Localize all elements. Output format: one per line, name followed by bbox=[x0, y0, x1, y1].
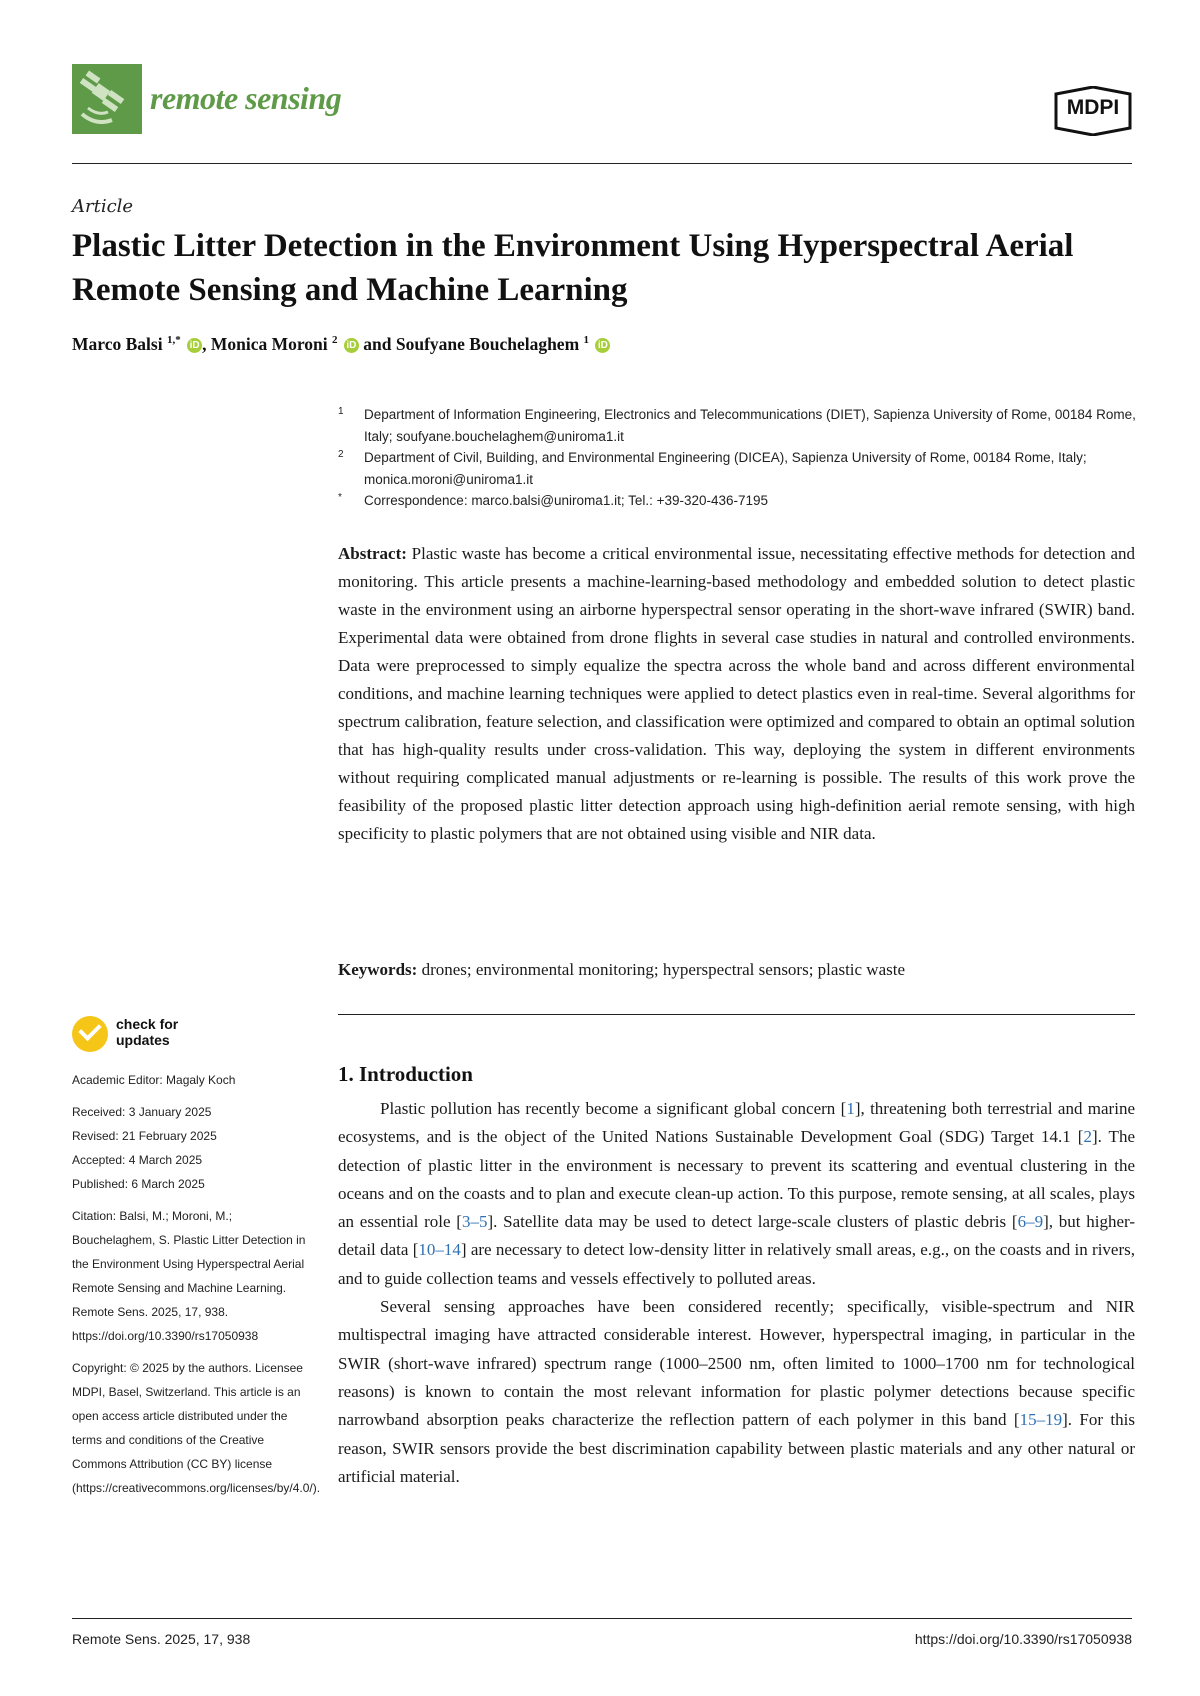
affiliation-mark: * bbox=[338, 492, 342, 503]
body-text-segment: ]. Satellite data may be used to detect large-scale clusters of plastic debris [ bbox=[487, 1212, 1018, 1232]
affiliation-item bbox=[338, 490, 1138, 512]
citation-reference-link[interactable]: 6–9 bbox=[1017, 1212, 1044, 1232]
footer-citation: Remote Sens. 2025, 17, 938 bbox=[72, 1631, 251, 1647]
footer-divider bbox=[72, 1618, 1132, 1619]
header-divider bbox=[72, 163, 1132, 164]
affiliation-item bbox=[338, 447, 1138, 490]
date-published: Published: 6 March 2025 bbox=[72, 1177, 205, 1191]
author-affiliation-mark: 2 bbox=[332, 334, 338, 347]
body-text-segment: ]. For this reason, SWIR sensors provide the best discrimination capability between plastic materials and any other natural or artificial material. bbox=[338, 1410, 1135, 1486]
abstract bbox=[338, 540, 1135, 848]
date-accepted: Accepted: 4 March 2025 bbox=[72, 1153, 203, 1167]
author-list bbox=[72, 334, 610, 355]
body-text-segment: ] are necessary to detect low-density litter in relatively small areas, e.g., on the coasts and in rivers, and to guide collection teams and vessels effectively to polluted areas. bbox=[338, 1240, 1135, 1288]
section-body bbox=[338, 1095, 1135, 1491]
orcid-icon[interactable]: iD bbox=[595, 338, 610, 353]
keywords bbox=[338, 956, 1135, 984]
date-revised: Revised: 21 February 2025 bbox=[72, 1129, 217, 1143]
author-name: Soufyane Bouchelaghem bbox=[395, 334, 580, 354]
journal-logo-icon bbox=[72, 64, 142, 134]
abstract-label: Abstract: bbox=[338, 544, 407, 563]
orcid-icon[interactable]: iD bbox=[344, 338, 359, 353]
correspondence-text: Correspondence: marco.balsi@uniroma1.it; Tel.: +39-320-436-7195 bbox=[364, 493, 769, 508]
body-text-segment: Several sensing approaches have been considered recently; specifically, visible-spectrum and NIR multispectral imaging have attracted considerable interest. However, hyperspectral imaging, in particular in the SWIR (short-wave infrared) spectrum range (1000–2500 nm, often limited to 1000–1700 nm for technological reasons) is known to contain the most relevant information for plastic polymer detections because specific narrowband absorption peaks characterize the reflection pattern of each polymer in this band [ bbox=[338, 1297, 1135, 1430]
affiliation-text: Department of Information Engineering, Electronics and Telecommunications (DIET), Sapienza University of Rome, 00184 Rome, Italy; soufyane.bouchelaghem@uniroma1.it bbox=[364, 407, 1136, 444]
keywords-text: drones; environmental monitoring; hyperspectral sensors; plastic waste bbox=[421, 960, 906, 979]
date-received: Received: 3 January 2025 bbox=[72, 1105, 212, 1119]
check-updates-line: check for bbox=[116, 1016, 179, 1032]
article-info-sidebar bbox=[72, 1068, 321, 1500]
check-for-updates-badge[interactable] bbox=[72, 1014, 212, 1058]
citation-reference-link[interactable]: 1 bbox=[846, 1099, 855, 1118]
author-separator: , bbox=[202, 334, 211, 354]
author-affiliation-mark: 1,* bbox=[166, 334, 181, 347]
checkmark-icon bbox=[78, 1018, 101, 1041]
article-type: Article bbox=[72, 196, 134, 217]
footer-doi-link[interactable]: https://doi.org/10.3390/rs17050938 bbox=[914, 1631, 1132, 1647]
body-paragraph bbox=[338, 1293, 1135, 1491]
abstract-divider bbox=[338, 1014, 1135, 1015]
article-title: Plastic Litter Detection in the Environment Using Hyperspectral Aerial Remote Sensing and Machine Learning bbox=[72, 228, 1074, 308]
check-updates-line: updates bbox=[116, 1032, 170, 1048]
check-updates-label bbox=[116, 1016, 178, 1048]
author-affiliation-mark: 1 bbox=[583, 334, 590, 347]
mdpi-logo-text: MDPI bbox=[1066, 96, 1120, 119]
abstract-text: Plastic waste has become a critical environmental issue, necessitating effective methods for detection and monitoring. This article presents a machine-learning-based methodology and embedded solution to detect plastic waste in the environment using an airborne hyperspectral sensor operating in the short-wave infrared (SWIR) band. Experimental data were obtained from drone flights in several case studies in natural and controlled environments. Data were preprocessed to simply equalize the spectra across the whole band and across different environmental conditions, and machine learning techniques were applied to detect plastics even in real-time. Several algorithms for spectrum calibration, feature selection, and classification were optimized and compared to obtain an optimal solution that has high-quality results under cross-validation. This way, deploying the system in different environments without requiring complicated manual adjustments or re-learning is possible. The results of this work prove the feasibility of the proposed plastic litter detection approach using high-definition aerial remote sensing, with high specificity to plastic polymers that are not obtained using visible and NIR data. bbox=[338, 544, 1136, 843]
mdpi-logo bbox=[1050, 86, 1136, 136]
author-name: Marco Balsi bbox=[72, 334, 163, 354]
body-text-segment: Plastic pollution has recently become a significant global concern [ bbox=[380, 1099, 847, 1118]
citation-reference-link[interactable]: 3–5 bbox=[461, 1212, 488, 1232]
copyright: Copyright: © 2025 by the authors. Licensee MDPI, Basel, Switzerland. This article is an open access article distributed under the terms and conditions of the Creative Commons Attribution (CC BY) license (https://creativecommons.org/licenses/by/4.0/). bbox=[72, 1361, 321, 1495]
affiliation-text: Department of Civil, Building, and Environmental Engineering (DICEA), Sapienza University of Rome, 00184 Rome, Italy; monica.moroni@uniroma1.it bbox=[364, 450, 1087, 487]
affiliation-mark: 1 bbox=[338, 406, 344, 417]
affiliation-mark: 2 bbox=[338, 449, 344, 460]
body-text-segment: ], but higher-detail data [ bbox=[338, 1212, 1135, 1260]
affiliation-item bbox=[338, 404, 1138, 447]
citation-reference-link[interactable]: 10–14 bbox=[418, 1240, 461, 1260]
section-heading: 1. Introduction bbox=[338, 1062, 473, 1086]
affiliations bbox=[338, 404, 1138, 512]
keywords-label: Keywords: bbox=[338, 960, 418, 979]
author-name: Monica Moroni bbox=[210, 334, 328, 354]
citation-reference-link[interactable]: 2 bbox=[1083, 1127, 1092, 1147]
body-text-segment: ], threatening both terrestrial and marine ecosystems, and is the object of the United Nations Sustainable Development Goal (SDG) Target 14.1 [ bbox=[338, 1099, 1135, 1147]
journal-name: remote sensing bbox=[150, 80, 342, 116]
body-text-segment: ]. The detection of plastic litter in the environment is necessary to prevent its scattering and eventual clustering in the oceans and on the coasts and to plan and execute clean-up action. To this purpose, remote sensing, at all scales, plays an essential role [ bbox=[338, 1127, 1135, 1232]
citation-reference-link[interactable]: 15–19 bbox=[1019, 1410, 1063, 1430]
orcid-icon[interactable]: iD bbox=[187, 338, 202, 353]
citation: Citation: Balsi, M.; Moroni, M.; Bouchelaghem, S. Plastic Litter Detection in the Environment Using Hyperspectral Aerial Remote Sensing and Machine Learning. Remote Sens. 2025, 17, 938. https://doi.org/10.3390/rs17050938 bbox=[72, 1209, 306, 1343]
body-paragraph bbox=[338, 1095, 1135, 1293]
academic-editor: Academic Editor: Magaly Koch bbox=[72, 1073, 236, 1087]
check-updates-icon bbox=[72, 1016, 108, 1052]
author-separator: and bbox=[358, 334, 396, 354]
